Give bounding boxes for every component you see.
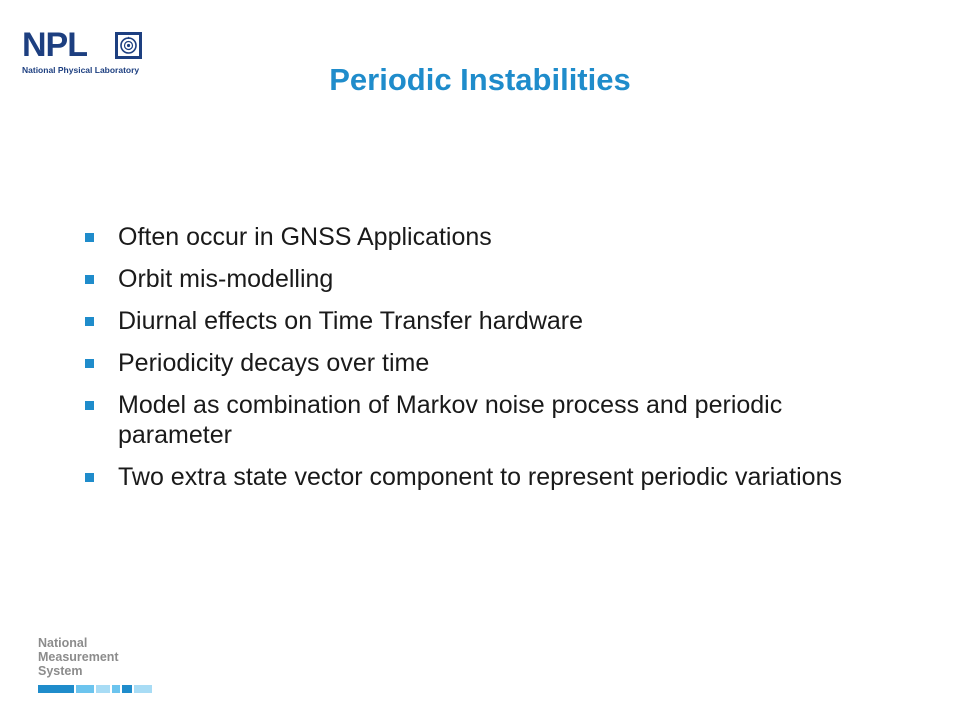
bullet-text: Two extra state vector component to represent periodic variations	[118, 463, 842, 491]
bullet-list	[85, 222, 865, 504]
bullet-item	[85, 222, 865, 252]
bullet-item	[85, 390, 865, 450]
square-bullet-icon	[85, 275, 94, 284]
bullet-item	[85, 264, 865, 294]
slide-title: Periodic Instabilities	[329, 62, 631, 97]
square-bullet-icon	[85, 359, 94, 368]
bullet-text: Orbit mis-modelling	[118, 265, 334, 293]
crest-icon	[115, 32, 142, 59]
bullet-text: Often occur in GNSS Applications	[118, 223, 492, 251]
nms-bar-segment	[38, 685, 74, 693]
nms-bar-segment	[76, 685, 94, 693]
npl-logo-subtitle: National Physical Laboratory	[22, 65, 140, 75]
square-bullet-icon	[85, 473, 94, 482]
nms-line: System	[38, 664, 83, 678]
bullet-text: Diurnal effects on Time Transfer hardware	[118, 307, 584, 335]
bullet-item	[85, 462, 865, 492]
nms-bar-segment	[134, 685, 152, 693]
nms-color-bar	[38, 685, 152, 693]
bullet-item	[85, 306, 865, 336]
square-bullet-icon	[85, 317, 94, 326]
npl-logo-letters: NPL	[22, 26, 87, 64]
nms-bar-segment	[122, 685, 132, 693]
nms-line: Measurement	[38, 650, 119, 664]
bullet-text: Model as combination of Markov noise process and periodic parameter	[118, 391, 783, 449]
nms-bar-segment	[96, 685, 110, 693]
nms-logo	[38, 636, 158, 696]
square-bullet-icon	[85, 401, 94, 410]
nms-bar-segment	[112, 685, 120, 693]
square-bullet-icon	[85, 233, 94, 242]
bullet-text: Periodicity decays over time	[118, 349, 430, 377]
bullet-item	[85, 348, 865, 378]
nms-line: National	[38, 636, 88, 650]
